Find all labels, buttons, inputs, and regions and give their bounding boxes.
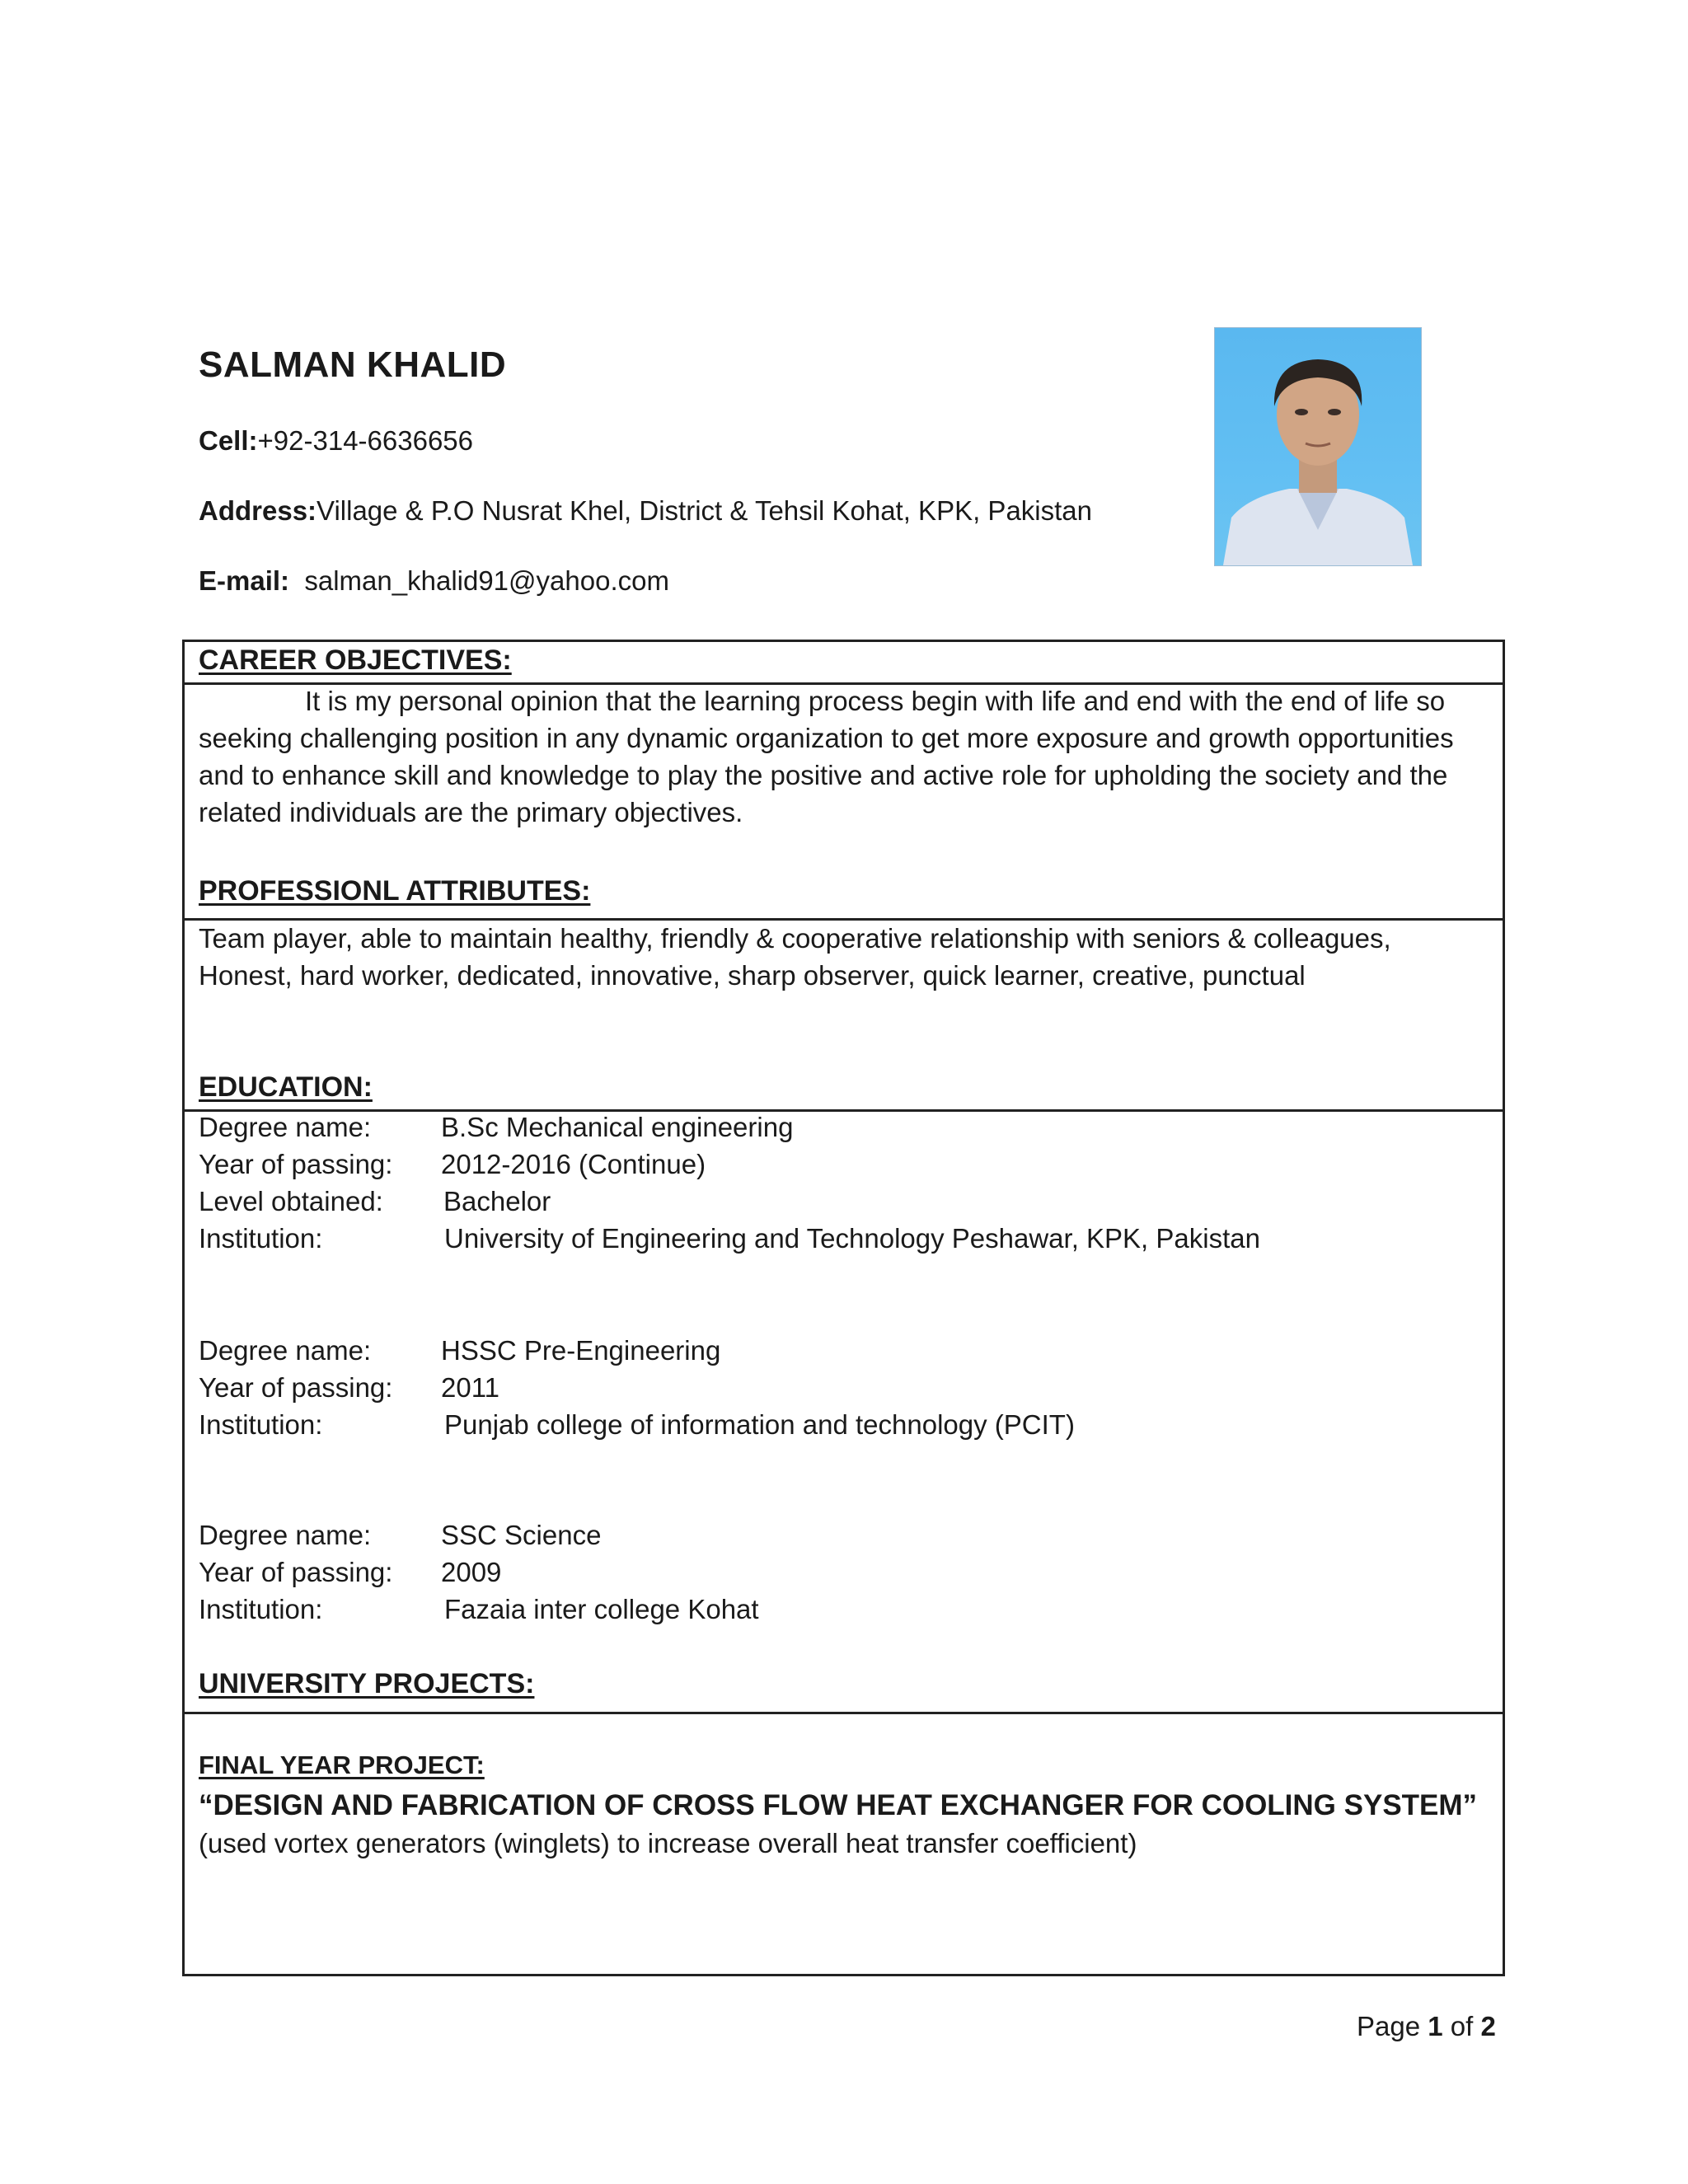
cell-label: Cell:: [199, 425, 258, 456]
final-year-project-text: [199, 1787, 1493, 1863]
page-number: Page 1 of 2: [1357, 2011, 1496, 2041]
final-year-project-heading: FINAL YEAR PROJECT:: [199, 1750, 485, 1779]
row-label: Degree name:: [199, 1112, 372, 1142]
career-objectives-heading: CAREER OBJECTIVES:: [199, 644, 512, 676]
profile-photo: [1214, 327, 1422, 566]
row-value: HSSC Pre-Engineering: [441, 1335, 721, 1366]
row-value: Fazaia inter college Kohat: [444, 1594, 759, 1624]
final-year-project-title: “DESIGN AND FABRICATION OF CROSS FLOW HEAT EXCHANGER FOR COOLING SYSTEM”: [199, 1789, 1478, 1821]
final-year-project-description: (used vortex generators (winglets) to increase overall heat transfer coefficient): [199, 1828, 1137, 1858]
candidate-name: SALMAN KHALID: [199, 344, 507, 385]
cell-line: [199, 425, 473, 457]
row-label: Institution:: [199, 1594, 323, 1624]
email-line: [199, 565, 669, 597]
row-label: Year of passing:: [199, 1557, 393, 1587]
email-value: salman_khalid91@yahoo.com: [304, 565, 669, 596]
address-value: Village & P.O Nusrat Khel, District & Tehsil Kohat, KPK, Pakistan: [316, 495, 1092, 526]
projects-divider: [182, 1712, 1505, 1714]
education-heading: EDUCATION:: [199, 1071, 373, 1103]
education-divider: [182, 1109, 1505, 1112]
current-page: 1: [1428, 2011, 1443, 2041]
career-objectives-text: It is my personal opinion that the learning process begin with life and end with the end of life so seeking challenging position in any dynamic organization to get more exposure and growth opportunities and to enhance skill and knowledge to play the positive and active role for upholding the society and the related individuals are the primary objectives.: [199, 686, 1454, 827]
row-label: Institution:: [199, 1223, 323, 1254]
email-label: E-mail:: [199, 565, 290, 596]
profile-photo-illustration: [1215, 328, 1421, 565]
row-label: Degree name:: [199, 1520, 372, 1550]
row-label: Year of passing:: [199, 1372, 393, 1403]
address-line: [199, 495, 1092, 527]
row-value: SSC Science: [441, 1520, 602, 1550]
row-value: 2011: [441, 1372, 499, 1403]
total-pages: 2: [1480, 2011, 1496, 2041]
row-label: Level obtained:: [199, 1186, 383, 1216]
row-label: Year of passing:: [199, 1149, 393, 1179]
attributes-line-1: Team player, able to maintain healthy, friendly & cooperative relationship with seniors & colleagues,: [199, 923, 1391, 954]
row-label: Institution:: [199, 1409, 323, 1440]
row-value: University of Engineering and Technology Peshawar, KPK, Pakistan: [444, 1223, 1260, 1254]
address-label: Address:: [199, 495, 317, 526]
university-projects-heading: UNIVERSITY PROJECTS:: [199, 1668, 535, 1699]
row-value: 2009: [441, 1557, 502, 1587]
cell-value: +92-314-6636656: [257, 425, 474, 456]
row-label: Degree name:: [199, 1335, 372, 1366]
row-value: 2012-2016 (Continue): [441, 1149, 706, 1179]
row-value: Punjab college of information and technology (PCIT): [444, 1409, 1075, 1440]
professional-attributes-heading: PROFESSIONL ATTRIBUTES:: [199, 875, 591, 907]
row-value: Bachelor: [443, 1186, 551, 1216]
row-value: B.Sc Mechanical engineering: [441, 1112, 794, 1142]
attributes-line-2: Honest, hard worker, dedicated, innovative, sharp observer, quick learner, creative, punctual: [199, 960, 1306, 991]
